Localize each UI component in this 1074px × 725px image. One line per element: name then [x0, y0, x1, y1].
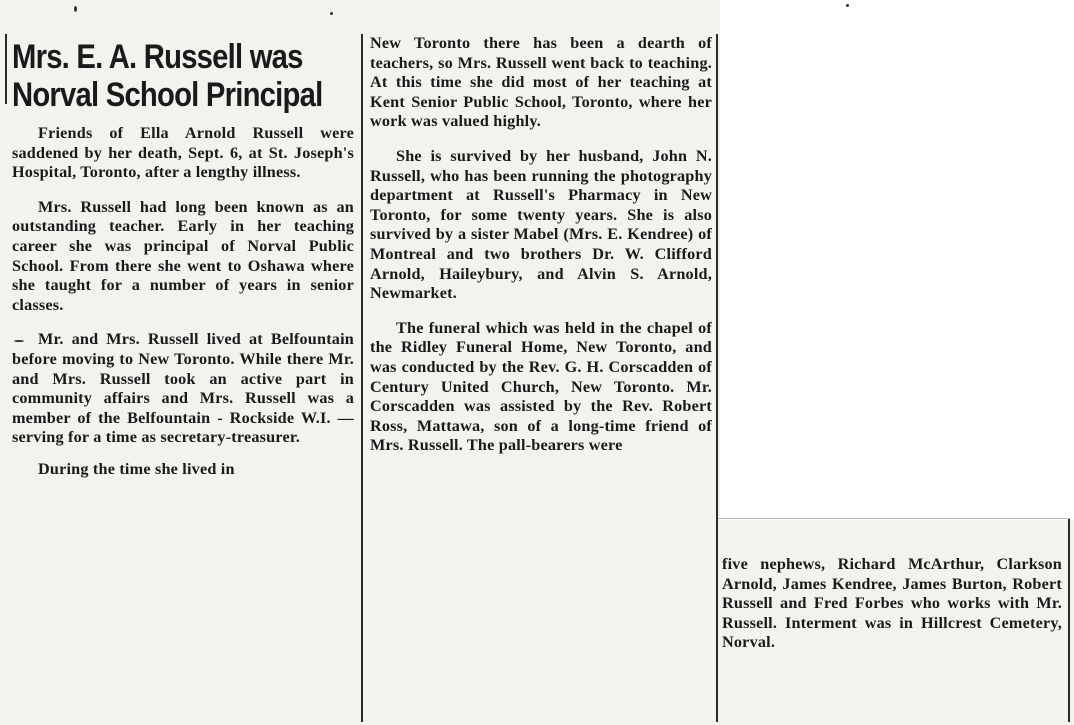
ink-speck [74, 6, 77, 12]
paragraph: She is survived by her husband, John N. Russell, who has been running the photography department at Russell's Pharmacy in New Toronto, for some twenty years. She is also survived by a sister Mabel (Mrs. E. Kendree) of Montreal and two brothers Dr. W. Clifford Arnold, Haileybury, and Alvin S. Arnold, Newmarket. [370, 146, 712, 303]
article-column-3 [722, 555, 1062, 653]
article-headline [12, 38, 370, 114]
paragraph: Friends of Ella Arnold Russell were saddened by her death, Sept. 6, at St. Joseph's Hospital, Toronto, after a lengthy illness. [12, 124, 354, 182]
ink-speck [846, 4, 849, 7]
column-rule-2 [716, 34, 718, 722]
paragraph: five nephews, Richard McArthur, Clarkson Arnold, James Kendree, James Burton, Robert Russell and Fred Forbes who works with Mr. Russell. Interment was in Hillcrest Cemetery, Norval. [722, 555, 1062, 652]
column-rule-1 [361, 34, 363, 722]
left-edge-rule [5, 34, 7, 104]
top-rule-col3 [718, 518, 1070, 519]
blank-area [720, 0, 1074, 520]
paragraph: The funeral which was held in the chapel of the Ridley Funeral Home, New Toronto, and was conducted by the Rev. G. H. Corscadden of Century United Church, New Toronto. Mr. Corscadden was assisted by the Rev. Robert Ross, Mattawa, son of a long-time friend of Mrs. Russell. The pall-bearers were [370, 318, 712, 455]
paragraph: Mr. and Mrs. Russell lived at Belfountain before moving to New Toronto. While there Mr. and Mrs. Russell took an active part in community affairs and Mrs. Russell was a member of the Belfountain - Rockside W.I. — serving for a time as secretary-treasurer. [12, 330, 354, 447]
headline-line-2: Norval School Principal [12, 76, 323, 114]
article-column-2 [370, 34, 712, 456]
ink-speck [330, 12, 333, 15]
paragraph: New Toronto there has been a dearth of teachers, so Mrs. Russell went back to teaching. At this time she did most of her teaching at Kent Senior Public School, Toronto, where her work was valued highly. [370, 34, 712, 131]
column-rule-3 [1068, 518, 1070, 722]
paragraph: Mrs. Russell had long been known as an outstanding teacher. Early in her teaching career she was principal of Norval Public School. From there she went to Oshawa where she taught for a number of years in senior classes. [12, 197, 354, 314]
headline-line-1: Mrs. E. A. Russell was [12, 38, 303, 76]
paragraph: During the time she lived in [38, 459, 235, 478]
article-column-1 [12, 38, 354, 480]
